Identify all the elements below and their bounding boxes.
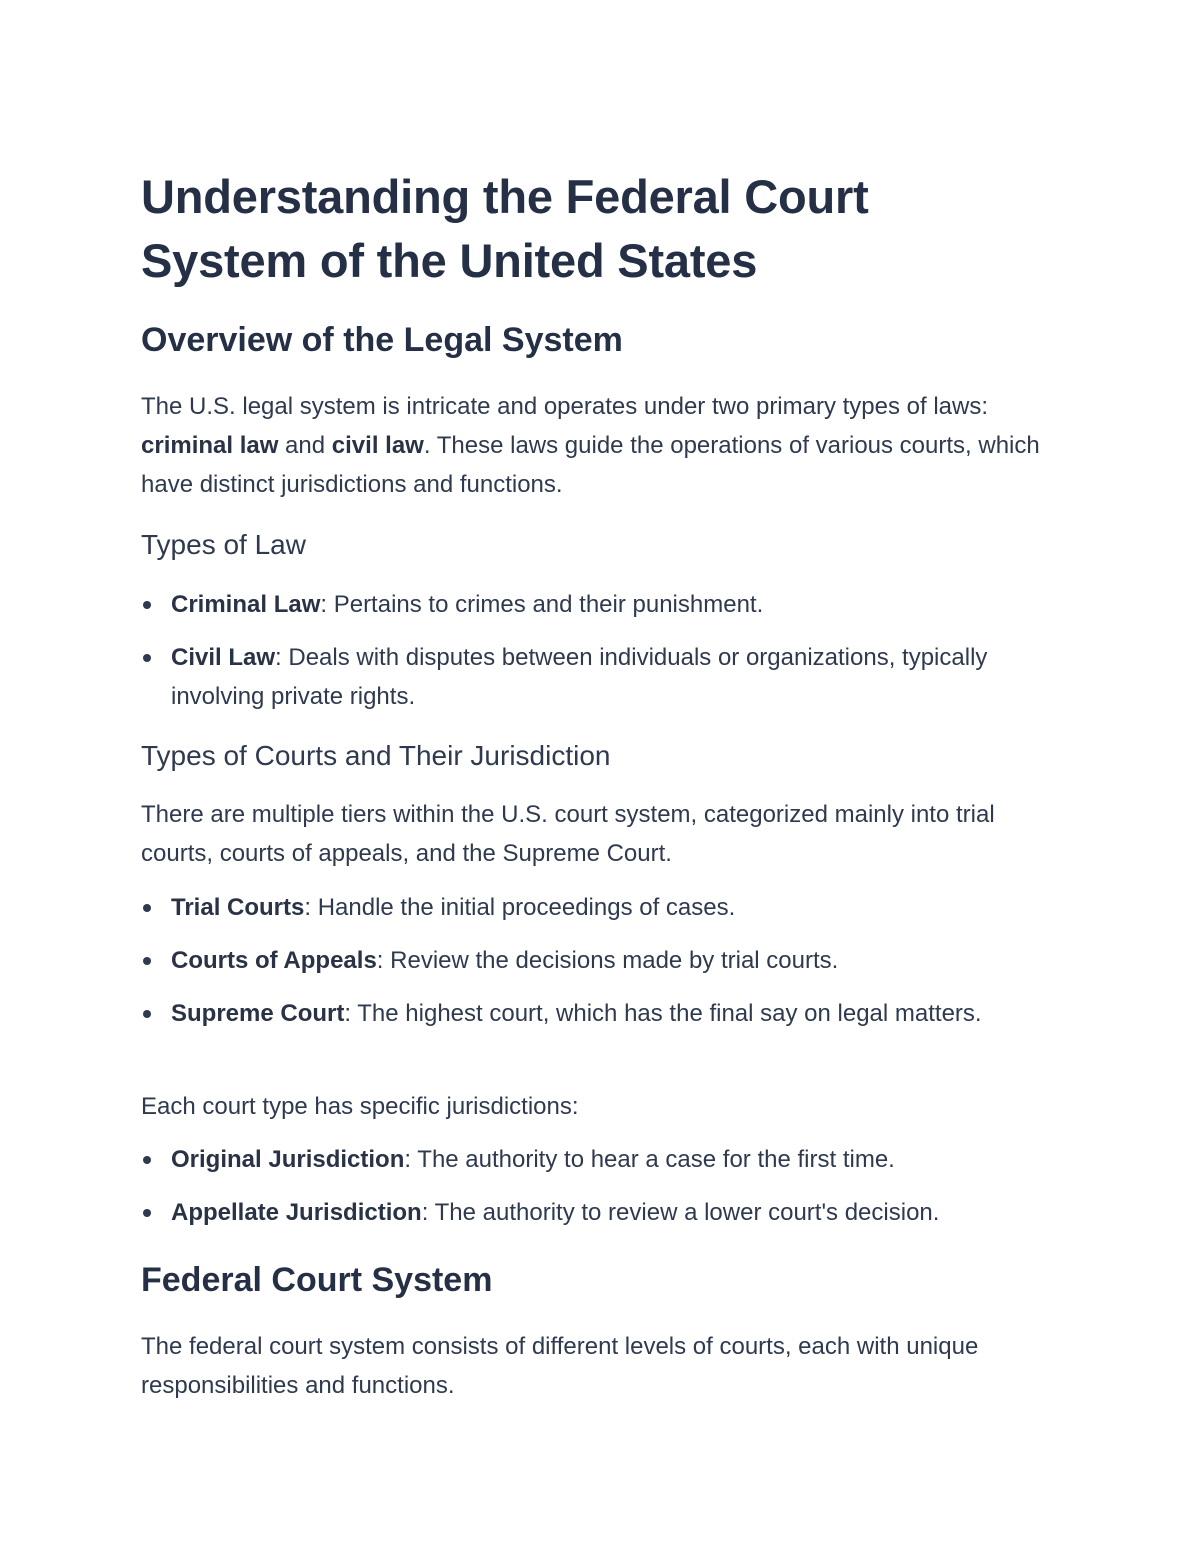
court-types-list <box>141 888 1071 1047</box>
list-item-desc: : The highest court, which has the final say on legal matters. <box>344 1000 982 1027</box>
list-item <box>141 994 1071 1033</box>
list-item-desc: : Handle the initial proceedings of cases. <box>304 894 736 921</box>
bullet-icon <box>143 1010 151 1018</box>
overview-text-1: The U.S. legal system is intricate and operates under two primary types of laws: <box>141 393 989 420</box>
types-of-law-list <box>141 585 1071 730</box>
bullet-icon <box>143 1209 151 1217</box>
subheading-types-of-law: Types of Law <box>141 529 306 560</box>
list-item <box>141 888 1071 927</box>
list-item <box>141 638 1071 716</box>
bullet-icon <box>143 654 151 662</box>
list-item-desc: : Review the decisions made by trial courts. <box>376 947 839 974</box>
list-item-desc: : The authority to review a lower court's decision. <box>421 1199 940 1226</box>
list-item-term: Original Jurisdiction <box>171 1146 405 1173</box>
term-criminal-law: criminal law <box>141 432 279 459</box>
bullet-icon <box>143 601 151 609</box>
bullet-icon <box>143 1156 151 1164</box>
bullet-icon <box>143 904 151 912</box>
subheading-types-of-courts: Types of Courts and Their Jurisdiction <box>141 740 611 771</box>
term-civil-law: civil law <box>331 432 424 459</box>
list-item-term: Trial Courts <box>171 894 305 921</box>
list-item <box>141 1140 1071 1179</box>
list-item-desc: : The authority to hear a case for the first time. <box>404 1146 895 1173</box>
list-item <box>141 1193 1071 1232</box>
overview-text-2: and <box>278 432 332 459</box>
list-item-desc: : Deals with disputes between individuals or organizations, typically involving private rights. <box>171 644 988 710</box>
section-heading-overview: Overview of the Legal System <box>141 321 623 359</box>
bullet-icon <box>143 957 151 965</box>
list-item-desc: : Pertains to crimes and their punishment. <box>320 591 764 618</box>
list-item-term: Criminal Law <box>171 591 321 618</box>
list-item-term: Appellate Jurisdiction <box>171 1199 422 1226</box>
jurisdiction-list <box>141 1140 1071 1246</box>
list-item <box>141 585 1071 624</box>
courts-intro-paragraph: There are multiple tiers within the U.S. court system, categorized mainly into trial courts, courts of appeals, and the Supreme Court. <box>141 801 995 867</box>
section-heading-federal: Federal Court System <box>141 1261 493 1299</box>
overview-text-3: . These laws guide the operations of various courts, which have distinct jurisdictions and functions. <box>141 432 1040 498</box>
list-item <box>141 941 1071 980</box>
list-item-term: Courts of Appeals <box>171 947 377 974</box>
list-item-term: Civil Law <box>171 644 276 671</box>
overview-paragraph <box>141 387 1061 504</box>
page-title: Understanding the Federal Court System of the United States <box>141 170 869 287</box>
jurisdiction-intro-paragraph: Each court type has specific jurisdictions: <box>141 1093 579 1120</box>
federal-intro-paragraph: The federal court system consists of different levels of courts, each with unique responsibilities and functions. <box>141 1333 979 1399</box>
list-item-term: Supreme Court <box>171 1000 345 1027</box>
